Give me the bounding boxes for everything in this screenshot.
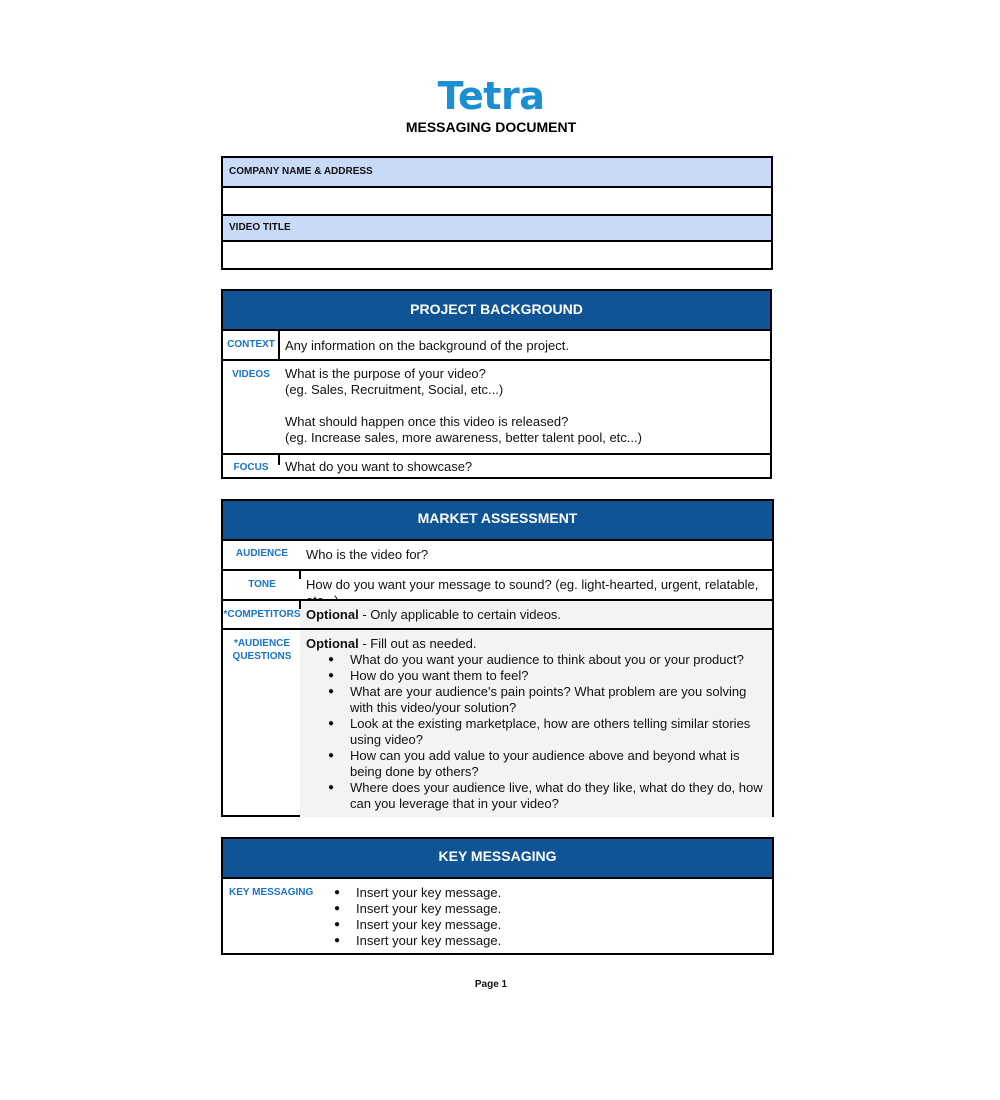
list-item: ● Look at the existing marketplace, how are others telling similar stories using video? [306, 716, 766, 748]
audience-questions-label: *AUDIENCE QUESTIONS [232, 638, 292, 662]
focus-row [223, 453, 770, 479]
list-item[interactable]: ● Insert your key message. [312, 917, 501, 933]
tetra-logo: Tetra [437, 74, 545, 118]
list-item: ● What are your audience's pain points? What problem are you solving with this video/your solution? [306, 684, 766, 716]
tone-row [223, 569, 772, 599]
list-item: ● How do you want them to feel? [306, 668, 766, 684]
list-item[interactable]: ● Insert your key message. [312, 933, 501, 949]
key-messaging-header: KEY MESSAGING [223, 839, 772, 879]
key-messaging-list[interactable] [312, 885, 501, 949]
list-item[interactable]: ● Insert your key message. [312, 901, 501, 917]
competitors-label: *COMPETITORS [223, 609, 301, 620]
audience-text[interactable]: Who is the video for? [306, 547, 429, 562]
video-title-field[interactable] [223, 242, 771, 268]
page-number: Page 1 [474, 979, 508, 990]
audience-label: AUDIENCE [235, 548, 289, 559]
focus-label: FOCUS [233, 462, 269, 473]
market-assessment-section [221, 499, 774, 817]
audience-questions-text[interactable]: Optional - Fill out as needed. ● What do you want your audience to think about you or your product? ● How do you want them to feel? ● What are your audience's pain points? What problem are you solving with this video/your solution? ● Look at the existing marketplace, how are others telling similar stories using video? ● How can you add value to your audience above and beyond what is being done by others? ● Where does your audience live, what do they like, what do they do, how can you leverage that in your video? [306, 636, 766, 812]
competitors-row [223, 599, 772, 628]
context-text[interactable]: Any information on the background of the project. [285, 338, 570, 353]
project-background-header: PROJECT BACKGROUND [223, 291, 770, 331]
company-name-field[interactable] [223, 188, 771, 216]
audience-row [223, 541, 772, 569]
list-item: ● How can you add value to your audience above and beyond what is being done by others? [306, 748, 766, 780]
focus-text[interactable]: What do you want to showcase? [285, 459, 473, 474]
competitors-text[interactable]: Optional - Only applicable to certain videos. [306, 607, 562, 622]
market-assessment-header: MARKET ASSESSMENT [223, 501, 772, 541]
key-messaging-section [221, 837, 774, 955]
company-name-label: COMPANY NAME & ADDRESS [223, 158, 771, 188]
company-info-box [221, 156, 773, 270]
videos-label: VIDEOS [232, 369, 270, 380]
key-messaging-row [223, 879, 772, 955]
audience-questions-row [223, 628, 772, 817]
tone-text[interactable]: How do you want your message to sound? (eg. light-hearted, urgent, relatable, [306, 577, 759, 592]
list-item[interactable]: ● Insert your key message. [312, 885, 501, 901]
list-item: ● What do you want your audience to think about you or your product? [306, 652, 766, 668]
audience-questions-list [306, 652, 766, 812]
videos-row [223, 359, 770, 453]
context-row [223, 331, 770, 359]
project-background-section [221, 289, 772, 479]
key-messaging-label: KEY MESSAGING [229, 887, 314, 898]
tone-label: TONE [248, 579, 276, 590]
document-title: MESSAGING DOCUMENT [405, 119, 577, 135]
video-title-label: VIDEO TITLE [223, 216, 771, 242]
context-label: CONTEXT [227, 339, 275, 350]
videos-text[interactable]: What is the purpose of your video? (eg. Sales, Recruitment, Social, etc...) What should happen once this video is released? (eg. Increase sales, more awareness, better talent pool, etc...) [285, 366, 642, 445]
list-item: ● Where does your audience live, what do they like, what do they do, how can you leverage that in your video? [306, 780, 766, 812]
